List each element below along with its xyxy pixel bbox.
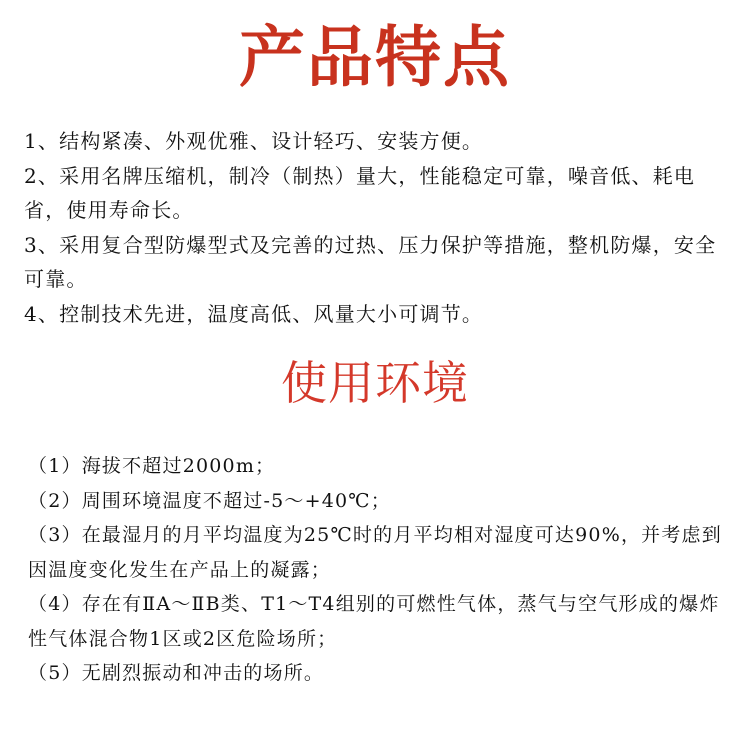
environment-list — [28, 449, 728, 691]
feature-item-1: 1、结构紧凑、外观优雅、设计轻巧、安装方便。 — [24, 129, 484, 153]
environment-title: 使用环境 — [281, 356, 469, 410]
features-title: 产品特点 — [239, 19, 511, 96]
environment-item-4: （4）存在有ⅡA～ⅡB类、T1～T4组别的可燃性气体，蒸气与空气形成的爆炸性气体混合物1区或2区危险场所； — [28, 593, 720, 650]
feature-item-4: 4、控制技术先进，温度高低、风量大小可调节。 — [24, 301, 484, 326]
features-list — [24, 124, 732, 331]
environment-item-3: （3）在最湿月的月平均温度为25℃时的月平均相对湿度可达90%，并考虑到因温度变化发生在产品上的凝露； — [28, 524, 722, 581]
environment-item-1: （1）海拔不超过2000m； — [28, 455, 276, 477]
environment-item-5: （5）无剧烈振动和冲击的场所。 — [28, 662, 325, 684]
feature-item-3: 3、采用复合型防爆型式及完善的过热、压力保护等措施，整机防爆，安全可靠。 — [24, 232, 717, 291]
environment-item-2: （2）周围环境温度不超过-5～+40℃； — [28, 489, 391, 512]
feature-item-2: 2、采用名牌压缩机，制冷（制热）量大，性能稳定可靠，噪音低、耗电省，使用寿命长。 — [24, 163, 696, 222]
